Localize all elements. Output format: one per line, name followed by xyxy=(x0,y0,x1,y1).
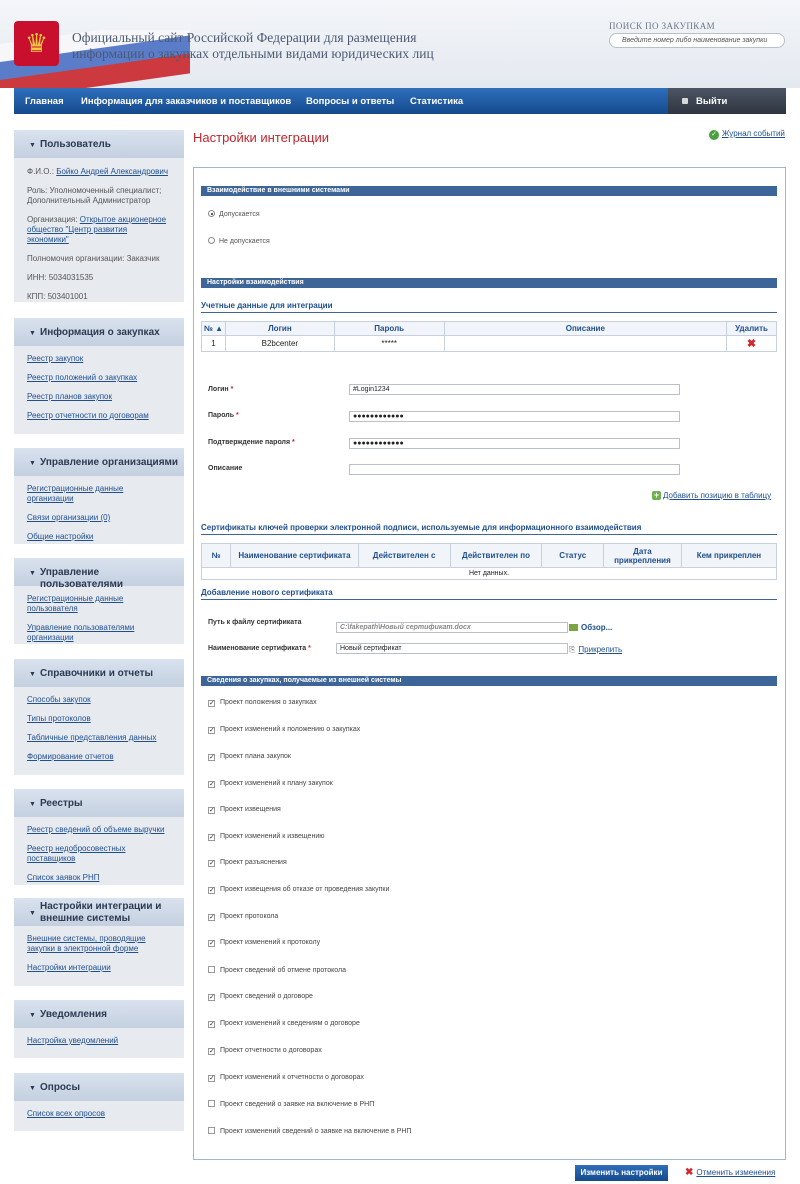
lock-icon xyxy=(682,98,688,104)
sidebar-link-protocol-types[interactable]: Типы протоколов xyxy=(27,714,91,723)
password-label xyxy=(208,412,239,419)
subsection-add-certificate: Добавление нового сертификата xyxy=(201,588,777,600)
sidebar-link-rnp-requests[interactable]: Список заявок РНП xyxy=(27,873,100,882)
checkbox-item[interactable] xyxy=(208,1127,411,1135)
org-link[interactable]: Открытое акционерное общество "Центр развития экономики" xyxy=(27,215,167,244)
site-title: Официальный сайт Российской Федерации для размещения информации о закупках отдельными видами юридических лиц xyxy=(72,30,434,61)
checkbox-label: Проект изменений к протоколу xyxy=(220,939,321,946)
browse-button[interactable] xyxy=(569,623,612,632)
sidebar-block-header[interactable] xyxy=(14,558,184,590)
user-inn: ИНН: 5034031535 xyxy=(27,273,94,282)
sidebar-block-header[interactable] xyxy=(14,1073,184,1101)
user-powers: Полномочия организации: Заказчик xyxy=(27,254,160,263)
logout-label: Выйти xyxy=(696,96,728,107)
event-journal-label: Журнал событий xyxy=(722,129,785,138)
col-number[interactable] xyxy=(202,322,226,336)
sidebar-link-general-settings[interactable]: Общие настройки xyxy=(27,532,94,541)
checkbox-item[interactable] xyxy=(208,886,389,894)
checkbox-label: Проект плана закупок xyxy=(220,753,291,760)
col-cert-valid-from: Действителен с xyxy=(358,544,450,568)
search-input[interactable]: Введите номер либо наименование закупки xyxy=(609,33,785,48)
sidebar-block-header[interactable] xyxy=(14,448,184,476)
checkbox-label: Проект извещения xyxy=(220,806,281,813)
sidebar-block-orgs xyxy=(14,448,184,544)
sort-asc-icon: ▲ xyxy=(215,324,224,333)
sidebar-block-title: Уведомления xyxy=(40,1009,107,1020)
chevron-down-icon: ▼ xyxy=(29,570,36,577)
table-header-row xyxy=(202,544,777,568)
checkbox-icon: ✓ xyxy=(209,914,215,921)
chevron-down-icon: ▼ xyxy=(29,671,36,678)
checkbox-label: Проект извещения об отказе от проведения закупки xyxy=(220,886,390,893)
checkbox-item[interactable] xyxy=(208,699,317,707)
checkbox-item[interactable] xyxy=(208,753,291,761)
checkbox-icon xyxy=(208,966,215,973)
checkbox-icon: ✓ xyxy=(209,860,215,867)
sidebar-block-user xyxy=(14,130,184,302)
confirm-password-label xyxy=(208,439,295,446)
login-label xyxy=(208,386,233,393)
radio-checked-icon xyxy=(208,210,215,217)
user-fio xyxy=(27,167,171,177)
checkbox-icon: ✓ xyxy=(209,994,215,1001)
sidebar-block-header[interactable] xyxy=(14,789,184,817)
add-position-label: Добавить позицию в таблицу xyxy=(663,491,772,500)
checkbox-item[interactable] xyxy=(208,1100,374,1108)
sidebar-block-title: Справочники и отчеты xyxy=(40,668,154,679)
col-description[interactable]: Описание xyxy=(444,322,726,336)
login-label-text: Логин xyxy=(208,386,229,393)
checkbox-icon: ✓ xyxy=(209,727,215,734)
sidebar-link-purchase-registry[interactable]: Реестр закупок xyxy=(27,354,84,363)
checkbox-item[interactable] xyxy=(208,1047,322,1055)
table-row xyxy=(202,336,777,352)
col-password[interactable]: Пароль xyxy=(334,322,444,336)
user-role: Роль: Уполномоченный специалист; Дополнительный Администратор xyxy=(27,186,162,205)
sidebar-block-title: Реестры xyxy=(40,798,83,809)
checkbox-item[interactable] xyxy=(208,780,333,788)
checkbox-item[interactable] xyxy=(208,966,346,974)
cancel-changes-button[interactable] xyxy=(685,1167,775,1178)
settings-panel xyxy=(193,167,786,1160)
table-header-row xyxy=(202,322,777,336)
sidebar-block-header[interactable] xyxy=(14,898,184,926)
org-label: Организация: xyxy=(27,215,78,224)
col-number-label: № xyxy=(203,324,213,333)
cell-login: B2bcenter xyxy=(225,336,334,352)
checkbox-item[interactable] xyxy=(208,913,278,921)
description-label: Описание xyxy=(208,465,243,472)
login-input[interactable]: #Login1234 xyxy=(349,384,680,395)
col-delete: Удалить xyxy=(727,322,777,336)
sidebar-block-title: Управление организациями xyxy=(40,457,179,468)
cert-path-label: Путь к файлу сертификата xyxy=(208,619,302,626)
chevron-down-icon: ▼ xyxy=(29,801,36,808)
section-header-interaction: Взаимодействие в внешними системами xyxy=(201,186,777,196)
emblem-icon[interactable]: ♛ xyxy=(14,21,59,66)
sidebar-block-polls xyxy=(14,1073,184,1131)
checkbox-label: Проект изменений к отчетности о договорах xyxy=(220,1074,364,1081)
checkbox-icon: ✓ xyxy=(209,834,215,841)
sidebar-link-unfair-suppliers[interactable]: Реестр недобросовестных поставщиков xyxy=(27,844,126,863)
sidebar-link-reports[interactable]: Формирование отчетов xyxy=(27,752,114,761)
checkbox-item[interactable] xyxy=(208,833,324,841)
sidebar-block-registries xyxy=(14,789,184,885)
attach-label: Прикрепить xyxy=(578,645,623,654)
user-org xyxy=(27,215,171,245)
nav-item-stats[interactable]: Статистика xyxy=(410,96,464,107)
search-label: ПОИСК ПО ЗАКУПКАМ xyxy=(609,21,716,31)
col-login[interactable]: Логин xyxy=(225,322,334,336)
sidebar-block-users xyxy=(14,558,184,644)
chevron-down-icon: ▼ xyxy=(29,142,36,149)
cancel-changes-label: Отменить изменения xyxy=(696,1168,776,1177)
required-marker: * xyxy=(292,439,295,446)
sidebar-block-header[interactable] xyxy=(14,1000,184,1028)
radio-deny-label: Не допускается xyxy=(219,238,270,245)
nav-item-home[interactable]: Главная xyxy=(25,96,64,107)
checkbox-label: Проект сведений об отмене протокола xyxy=(220,967,346,974)
sidebar-block-header[interactable] xyxy=(14,318,184,346)
site-header xyxy=(0,0,800,88)
checkbox-icon: ✓ xyxy=(209,807,215,814)
section-header-settings: Настройки взаимодействия xyxy=(201,278,777,288)
sidebar-block-title: Информация о закупках xyxy=(40,327,160,338)
checkbox-item[interactable] xyxy=(208,726,360,734)
logout-button[interactable] xyxy=(668,88,786,114)
sidebar-block-purchases xyxy=(14,318,184,434)
check-circle-icon: ✓ xyxy=(709,130,719,140)
password-label-text: Пароль xyxy=(208,412,235,419)
checkbox-item[interactable] xyxy=(208,1020,360,1028)
checkbox-item[interactable] xyxy=(208,806,281,814)
cell-description xyxy=(444,336,726,352)
checkbox-item[interactable] xyxy=(208,1074,364,1082)
col-cert-attached-date: Дата прикрепления xyxy=(604,544,682,568)
sidebar-link-user-data[interactable]: Регистрационные данные пользователя xyxy=(27,594,124,613)
plus-icon: + xyxy=(653,490,660,500)
checkbox-label: Проект изменений к плану закупок xyxy=(220,780,333,787)
cert-name-label-text: Наименование сертификата xyxy=(208,645,307,652)
sidebar-block-title: Управление пользователями xyxy=(40,567,123,590)
confirm-password-input[interactable]: ●●●●●●●●●●●● xyxy=(349,438,680,449)
chevron-down-icon: ▼ xyxy=(29,1085,36,1092)
save-settings-button[interactable]: Изменить настройки xyxy=(575,1165,668,1181)
chevron-down-icon: ▼ xyxy=(29,1012,36,1019)
radio-deny[interactable] xyxy=(208,237,270,245)
user-name-link[interactable]: Бойко Андрей Александрович xyxy=(56,167,168,176)
main-nav xyxy=(14,88,786,114)
checkbox-icon: ✓ xyxy=(209,887,215,894)
sidebar-link-external-systems[interactable]: Внешние системы, проводящие закупки в электронной форме xyxy=(27,934,146,953)
sidebar-link-regulations-registry[interactable]: Реестр положений о закупках xyxy=(27,373,138,382)
col-cert-attached-by: Кем прикреплен xyxy=(681,544,776,568)
checkbox-icon: ✓ xyxy=(209,1021,215,1028)
required-marker: * xyxy=(230,386,234,393)
nav-item-info[interactable]: Информация для заказчиков и поставщиков xyxy=(81,96,292,107)
section-header-purchases: Сведения о закупках, получаемые из внешней системы xyxy=(201,676,777,686)
checkbox-label: Проект изменений к извещению xyxy=(220,833,325,840)
sidebar-link-integration-settings[interactable]: Настройки интеграции xyxy=(27,963,111,972)
checkbox-label: Проект отчетности о договорах xyxy=(220,1047,322,1054)
checkbox-icon: ✓ xyxy=(209,1075,215,1082)
radio-allow[interactable] xyxy=(208,210,260,218)
sidebar-link-all-polls[interactable]: Список всех опросов xyxy=(27,1109,105,1118)
checkbox-label: Проект сведений о договоре xyxy=(220,993,313,1000)
checkbox-label: Проект изменений к положению о закупках xyxy=(220,726,361,733)
sidebar-link-tables[interactable]: Табличные представления данных xyxy=(27,733,157,742)
confirm-label-text: Подтверждение пароля xyxy=(208,439,291,446)
credentials-table xyxy=(201,321,777,352)
page-title: Настройки интеграции xyxy=(193,130,330,145)
sidebar-block-references xyxy=(14,659,184,775)
radio-allow-label: Допускается xyxy=(219,211,260,218)
checkbox-label: Проект разъяснения xyxy=(220,859,287,866)
paperclip-icon: ⎘ xyxy=(569,645,576,654)
table-row xyxy=(202,568,777,580)
folder-icon xyxy=(569,624,578,631)
close-icon: ✖ xyxy=(685,1167,694,1178)
cert-name-input[interactable]: Новый сертификат xyxy=(336,643,568,654)
user-kpp: КПП: 503401001 xyxy=(27,292,88,301)
radio-unchecked-icon xyxy=(208,237,215,244)
add-position-link[interactable] xyxy=(652,491,771,500)
sidebar-link-reports-registry[interactable]: Реестр отчетности по договорам xyxy=(27,411,149,420)
cert-name-label xyxy=(208,645,311,652)
sidebar-block-title: Пользователь xyxy=(40,139,111,150)
cell-number: 1 xyxy=(202,336,226,352)
checkbox-icon: ✓ xyxy=(209,754,215,761)
delete-icon[interactable]: ✖ xyxy=(727,336,777,352)
checkbox-item[interactable] xyxy=(208,939,320,947)
sidebar-link-user-management[interactable]: Управление пользователями организации xyxy=(27,623,135,642)
checkbox-item[interactable] xyxy=(208,859,287,867)
sidebar-link-org-data[interactable]: Регистрационные данные организации xyxy=(27,484,124,503)
certificates-table xyxy=(201,543,777,580)
col-cert-name: Наименование сертификата xyxy=(231,544,359,568)
checkbox-icon: ✓ xyxy=(209,1048,215,1055)
browse-label: Обзор... xyxy=(581,623,613,632)
checkbox-label: Проект сведений о заявке на включение в РНП xyxy=(220,1101,375,1108)
col-cert-valid-to: Действителен по xyxy=(450,544,542,568)
checkbox-label: Проект протокола xyxy=(220,913,279,920)
checkbox-icon xyxy=(208,1100,215,1107)
sidebar-block-title: Настройки интеграции и внешние системы xyxy=(40,901,162,924)
checkbox-icon: ✓ xyxy=(209,700,215,707)
sidebar-link-revenue-registry[interactable]: Реестр сведений об объеме выручки xyxy=(27,825,165,834)
sidebar-link-methods[interactable]: Способы закупок xyxy=(27,695,91,704)
chevron-down-icon: ▼ xyxy=(29,460,36,467)
checkbox-icon xyxy=(208,1127,215,1134)
password-input[interactable]: ●●●●●●●●●●●● xyxy=(349,411,680,422)
subsection-credentials: Учетные данные для интеграции xyxy=(201,301,777,313)
col-cert-status: Статус xyxy=(542,544,604,568)
col-cert-number: № xyxy=(202,544,231,568)
subsection-certificates: Сертификаты ключей проверки электронной подписи, используемые для информационного взаимодействия xyxy=(201,523,777,535)
checkbox-item[interactable] xyxy=(208,993,313,1001)
sidebar-link-org-relations[interactable]: Связи организации (0) xyxy=(27,513,111,522)
sidebar-block-header[interactable] xyxy=(14,130,184,158)
required-marker: * xyxy=(236,412,239,419)
checkbox-icon: ✓ xyxy=(209,940,215,947)
chevron-down-icon: ▼ xyxy=(29,330,36,337)
description-input[interactable] xyxy=(349,464,680,475)
checkbox-label: Проект положения о закупках xyxy=(220,699,317,706)
sidebar-block-title: Опросы xyxy=(40,1082,81,1093)
chevron-down-icon: ▼ xyxy=(29,910,36,917)
sidebar-link-plans-registry[interactable]: Реестр планов закупок xyxy=(27,392,112,401)
empty-table-message: Нет данных. xyxy=(202,568,777,580)
cert-path-input[interactable]: C:\fakepath\Новый сертификат.docx xyxy=(336,622,568,633)
sidebar-block-integration xyxy=(14,898,184,986)
fio-label: Ф.И.О.: xyxy=(27,167,54,176)
required-marker: * xyxy=(308,645,311,652)
sidebar-block-header[interactable] xyxy=(14,659,184,687)
nav-item-faq[interactable]: Вопросы и ответы xyxy=(306,96,395,107)
attach-button[interactable] xyxy=(569,645,622,655)
checkbox-label: Проект изменений сведений о заявке на включение в РНП xyxy=(220,1128,412,1135)
checkbox-icon: ✓ xyxy=(209,781,215,788)
checkbox-label: Проект изменений к сведениям о договоре xyxy=(220,1020,360,1027)
sidebar-link-notification-settings[interactable]: Настройка уведомлений xyxy=(27,1036,119,1045)
sidebar-block-notifications xyxy=(14,1000,184,1058)
event-journal-link[interactable] xyxy=(709,129,785,140)
cell-password: ***** xyxy=(334,336,444,352)
